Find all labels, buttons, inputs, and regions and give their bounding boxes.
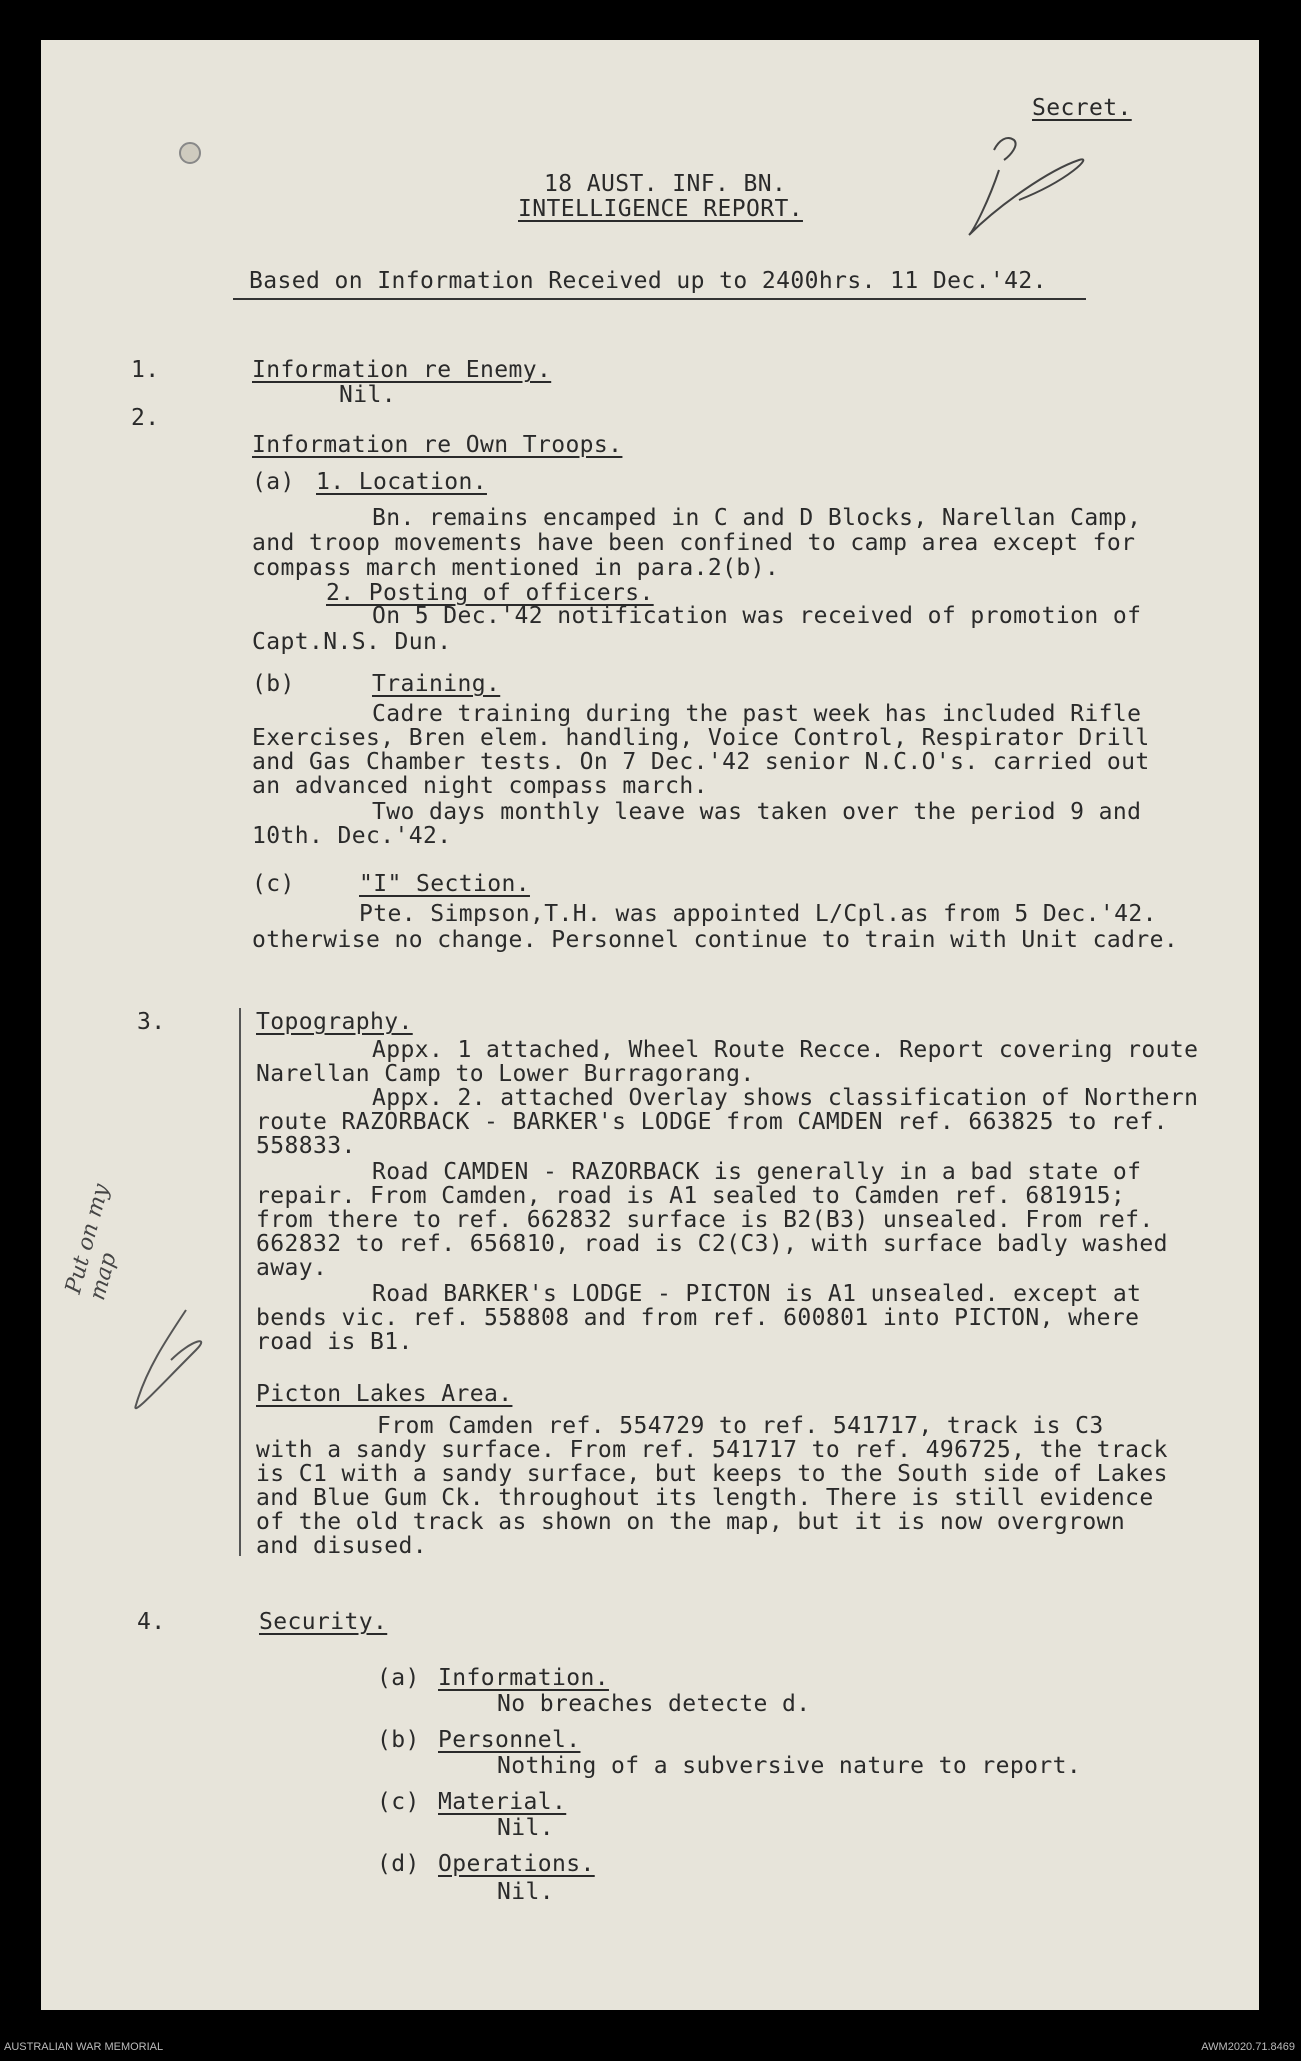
picton-heading: Picton Lakes Area. (256, 1381, 513, 1407)
security-item-heading: Material. (438, 1789, 567, 1815)
para-c-label: (c) (252, 871, 295, 897)
section-1-number: 1. (131, 357, 160, 383)
header-rule (233, 298, 1086, 300)
footer-reference: AWM2020.71.8469 (1201, 2041, 1295, 2053)
topography-line: Road CAMDEN - RAZORBACK is generally in a bad state of (372, 1159, 1142, 1185)
security-item-body: No breaches detecte d. (497, 1691, 811, 1717)
section-4-heading: Security. (259, 1609, 388, 1635)
security-item-label: (b) (377, 1727, 420, 1753)
security-item-body: Nil. (497, 1815, 554, 1841)
document-page (41, 40, 1259, 2010)
training-line: and Gas Chamber tests. On 7 Dec.'42 senior N.C.O's. carried out (252, 749, 1150, 775)
topography-line: from there to ref. 662832 surface is B2(B3) unsealed. From ref. (256, 1207, 1154, 1233)
report-title: INTELLIGENCE REPORT. (518, 196, 803, 222)
margin-bracket-line (239, 1008, 241, 1556)
training-line: Two days monthly leave was taken over the period 9 and (372, 799, 1142, 825)
security-item-label: (d) (377, 1851, 420, 1877)
security-item-heading: Operations. (438, 1851, 595, 1877)
training-line: Cadre training during the past week has included Rifle (372, 701, 1142, 727)
section-4-number: 4. (137, 1609, 166, 1635)
unit-name: 18 AUST. INF. BN. (544, 171, 787, 197)
topography-line: Narellan Camp to Lower Burragorang. (256, 1061, 755, 1087)
para-b-label: (b) (252, 671, 295, 697)
para-a-label: (a) (252, 469, 295, 495)
section-3-heading: Topography. (256, 1009, 413, 1035)
topography-line: 558833. (256, 1133, 356, 1159)
topography-line: bends vic. ref. 558808 and from ref. 600801 into PICTON, where (256, 1305, 1140, 1331)
training-line: Exercises, Bren elem. handling, Voice Control, Respirator Drill (252, 725, 1150, 751)
report-basis: Based on Information Received up to 2400hrs. 11 Dec.'42. (249, 268, 1047, 294)
posting-heading: 2. Posting of officers. (326, 580, 654, 606)
footer-source: AUSTRALIAN WAR MEMORIAL (4, 2041, 164, 2053)
posting-line: Capt.N.S. Dun. (252, 629, 452, 655)
section-1-body: Nil. (339, 382, 396, 408)
picton-line: and disused. (256, 1533, 427, 1559)
i-section-heading: "I" Section. (359, 871, 530, 897)
classification-mark: Secret. (1032, 95, 1132, 121)
margin-signature (96, 1240, 216, 1420)
training-line: an advanced night compass march. (252, 773, 708, 799)
topography-line: Road BARKER's LODGE - PICTON is A1 unsealed. except at (372, 1281, 1142, 1307)
section-1-heading: Information re Enemy. (252, 357, 552, 383)
location-line: compass march mentioned in para.2(b). (252, 555, 780, 581)
section-2-number: 2. (131, 405, 160, 431)
training-line: 10th. Dec.'42. (252, 823, 452, 849)
security-item-body: Nil. (497, 1879, 554, 1905)
section-2-heading: Information re Own Troops. (252, 432, 623, 458)
location-line: and troop movements have been confined to camp area except for (252, 530, 1136, 556)
topography-line: Appx. 1 attached, Wheel Route Recce. Report covering route (372, 1037, 1199, 1063)
security-item-label: (c) (377, 1789, 420, 1815)
i-section-line: otherwise no change. Personnel continue to train with Unit cadre. (252, 927, 1179, 953)
location-line: Bn. remains encamped in C and D Blocks, Narellan Camp, (372, 505, 1142, 531)
posting-line: On 5 Dec.'42 notification was received of promotion of (372, 603, 1142, 629)
topography-line: route RAZORBACK - BARKER's LODGE from CAMDEN ref. 663825 to ref. (256, 1109, 1168, 1135)
pin-hole-mark (179, 142, 201, 164)
picton-line: is C1 with a sandy surface, but keeps to the South side of Lakes (256, 1461, 1168, 1487)
picton-line: and Blue Gum Ck. throughout its length. There is still evidence (256, 1485, 1154, 1511)
security-item-heading: Personnel. (438, 1727, 581, 1753)
picton-line: From Camden ref. 554729 to ref. 541717, track is C3 (377, 1413, 1104, 1439)
section-3-number: 3. (137, 1009, 166, 1035)
security-item-body: Nothing of a subversive nature to report. (497, 1753, 1082, 1779)
topography-line: repair. From Camden, road is A1 sealed to Camden ref. 681915; (256, 1183, 1126, 1209)
initials-signature (959, 110, 1109, 250)
topography-line: away. (256, 1255, 328, 1281)
topography-line: road is B1. (256, 1329, 413, 1355)
location-heading: 1. Location. (316, 469, 487, 495)
i-section-line: Pte. Simpson,T.H. was appointed L/Cpl.as from 5 Dec.'42. (359, 901, 1157, 927)
training-heading: Training. (372, 671, 501, 697)
security-item-heading: Information. (438, 1665, 609, 1691)
picton-line: of the old track as shown on the map, but it is now overgrown (256, 1509, 1126, 1535)
margin-note: Put on my map (61, 1181, 122, 1303)
picton-line: with a sandy surface. From ref. 541717 to ref. 496725, the track (256, 1437, 1168, 1463)
security-item-label: (a) (377, 1665, 420, 1691)
topography-line: 662832 to ref. 656810, road is C2(C3), with surface badly washed (256, 1231, 1168, 1257)
topography-line: Appx. 2. attached Overlay shows classification of Northern (372, 1085, 1199, 1111)
